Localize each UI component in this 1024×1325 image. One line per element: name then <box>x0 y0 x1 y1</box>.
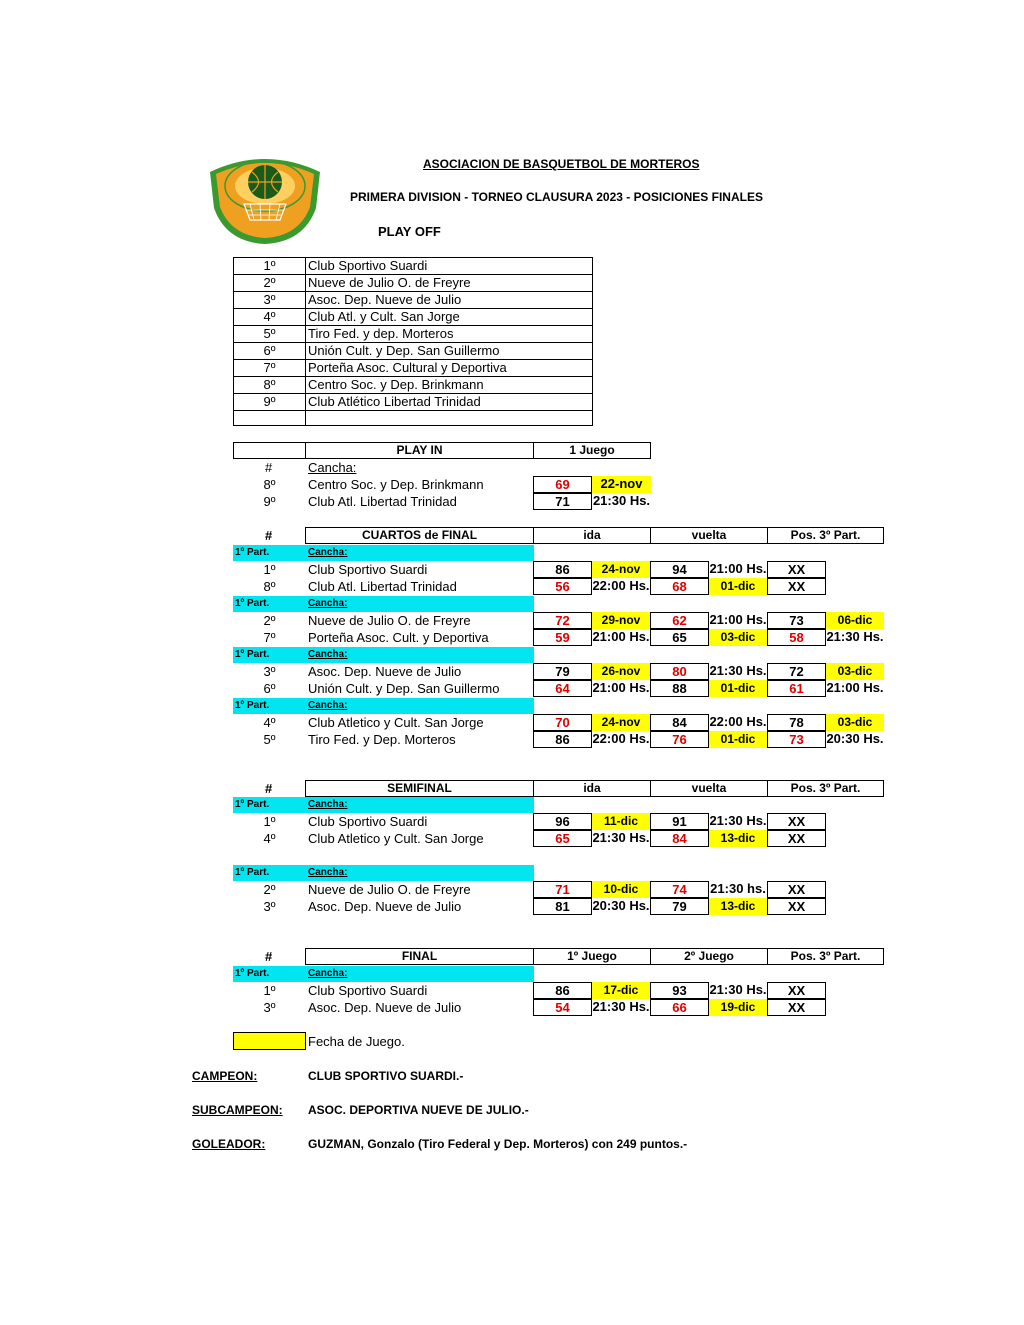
playin-club: Centro Soc. y Dep. Brinkmann <box>308 477 484 492</box>
final-header: FINAL <box>305 948 534 965</box>
part-label: 1º Part. <box>235 968 270 979</box>
match-detail: 21:30 Hs. <box>709 982 767 997</box>
match-score: 76 <box>650 731 709 748</box>
legend-label: Fecha de Juego. <box>308 1034 405 1049</box>
standings-position: 4º <box>263 309 276 324</box>
match-score: XX <box>767 898 826 915</box>
match-detail: 21:00 Hs. <box>709 561 767 576</box>
match-score: 96 <box>533 813 592 830</box>
semifinal-pos3-header: Pos. 3º Part. <box>767 780 884 797</box>
match-score: 78 <box>767 714 826 731</box>
playin-position: 8º <box>263 477 276 492</box>
match-detail: 10-dic <box>592 881 650 898</box>
match-score: 80 <box>650 663 709 680</box>
standings-club: Club Atl. y Cult. San Jorge <box>308 309 460 324</box>
match-score: 72 <box>533 612 592 629</box>
part-label: 1º Part. <box>235 700 270 711</box>
match-score: 64 <box>533 680 592 697</box>
standings-position: 3º <box>263 292 276 307</box>
playin-score: 71 <box>533 493 592 510</box>
match-score: XX <box>767 578 826 595</box>
match-score: 79 <box>533 663 592 680</box>
playin-detail: 21:30 Hs. <box>592 493 651 508</box>
association-logo <box>204 150 326 246</box>
match-score: XX <box>767 999 826 1016</box>
standings-club: Nueve de Julio O. de Freyre <box>308 275 471 290</box>
semifinal-ida-header: ida <box>533 780 651 797</box>
match-score: 65 <box>533 830 592 847</box>
match-club: Club Atletico y Cult. San Jorge <box>308 831 484 846</box>
match-detail: 11-dic <box>592 813 650 830</box>
cuartos-hash: # <box>265 528 273 543</box>
match-detail: 01-dic <box>709 578 767 595</box>
match-score: 93 <box>650 982 709 999</box>
cancha-label: Cancha: <box>308 968 348 979</box>
match-detail: 22:00 Hs. <box>592 731 650 746</box>
match-detail: 21:30 Hs. <box>709 663 767 678</box>
match-score: 84 <box>650 830 709 847</box>
match-score: 66 <box>650 999 709 1016</box>
playin-position: 9º <box>263 494 276 509</box>
match-club: Porteña Asoc. Cult. y Deportiva <box>308 630 489 645</box>
match-position: 3º <box>263 1000 276 1015</box>
standings-position: 7º <box>263 360 276 375</box>
match-detail: 20:30 Hs. <box>826 731 884 746</box>
match-score: 86 <box>533 561 592 578</box>
match-position: 2º <box>263 613 276 628</box>
association-title: ASOCIACION DE BASQUETBOL DE MORTEROS <box>423 157 700 171</box>
match-position: 4º <box>263 715 276 730</box>
match-detail: 24-nov <box>592 561 650 578</box>
match-detail: 03-dic <box>826 663 884 680</box>
standings-position: 2º <box>263 275 276 290</box>
match-detail: 19-dic <box>709 999 767 1016</box>
match-score: 70 <box>533 714 592 731</box>
match-score: XX <box>767 982 826 999</box>
match-position: 5º <box>263 732 276 747</box>
match-position: 1º <box>263 562 276 577</box>
match-score: 81 <box>533 898 592 915</box>
cuartos-header: CUARTOS de FINAL <box>305 527 534 544</box>
standings-club: Club Sportivo Suardi <box>308 258 428 273</box>
cancha-label: Cancha: <box>308 700 348 711</box>
match-score: 91 <box>650 813 709 830</box>
campeon-value: CLUB SPORTIVO SUARDI.- <box>308 1069 464 1083</box>
part-bar <box>233 797 534 813</box>
final-game2-header: 2º Juego <box>650 948 768 965</box>
part-bar <box>233 865 534 881</box>
standings-club: Tiro Fed. y dep. Morteros <box>308 326 454 341</box>
playin-club: Club Atl. Libertad Trinidad <box>308 494 457 509</box>
playin-cancha: Cancha: <box>308 460 357 475</box>
match-club: Club Sportivo Suardi <box>308 983 428 998</box>
match-score: 73 <box>767 731 826 748</box>
match-detail: 21:00 Hs. <box>826 680 884 695</box>
playin-col-header: 1 Juego <box>533 442 651 459</box>
match-score: 79 <box>650 898 709 915</box>
part-label: 1º Part. <box>235 867 270 878</box>
match-detail: 01-dic <box>709 731 767 748</box>
match-score: XX <box>767 881 826 898</box>
match-club: Unión Cult. y Dep. San Guillermo <box>308 681 500 696</box>
part-bar <box>233 966 534 982</box>
standings-position: 1º <box>263 258 276 273</box>
match-club: Club Atl. Libertad Trinidad <box>308 579 457 594</box>
match-detail: 01-dic <box>709 680 767 697</box>
part-label: 1º Part. <box>235 598 270 609</box>
match-position: 7º <box>263 630 276 645</box>
match-score: 71 <box>533 881 592 898</box>
part-bar <box>233 596 534 612</box>
match-detail: 21:00 Hs. <box>592 680 650 695</box>
match-score: 58 <box>767 629 826 646</box>
match-detail: 13-dic <box>709 830 767 847</box>
match-detail: 21:00 Hs. <box>709 612 767 627</box>
final-pos3-header: Pos. 3º Part. <box>767 948 884 965</box>
cancha-label: Cancha: <box>308 547 348 558</box>
standings-club: Porteña Asoc. Cultural y Deportiva <box>308 360 507 375</box>
match-detail: 24-nov <box>592 714 650 731</box>
match-position: 1º <box>263 983 276 998</box>
match-detail: 22:00 Hs. <box>592 578 650 593</box>
final-game1-header: 1º Juego <box>533 948 651 965</box>
cancha-label: Cancha: <box>308 867 348 878</box>
standings-club: Centro Soc. y Dep. Brinkmann <box>308 377 484 392</box>
match-club: Asoc. Dep. Nueve de Julio <box>308 899 462 914</box>
match-score: XX <box>767 830 826 847</box>
match-score: 86 <box>533 731 592 748</box>
playoff-title: PLAY OFF <box>378 224 441 239</box>
match-club: Asoc. Dep. Nueve de Julio <box>308 664 462 679</box>
match-detail: 21:30 Hs. <box>826 629 884 644</box>
match-detail: 03-dic <box>709 629 767 646</box>
playin-score: 69 <box>533 476 592 493</box>
match-position: 3º <box>263 664 276 679</box>
match-score: 74 <box>650 881 709 898</box>
cancha-label: Cancha: <box>308 649 348 660</box>
cuartos-pos3-header: Pos. 3º Part. <box>767 527 884 544</box>
semifinal-hash: # <box>265 781 273 796</box>
match-detail: 21:30 Hs. <box>709 813 767 828</box>
match-score: 72 <box>767 663 826 680</box>
match-club: Tiro Fed. y Dep. Morteros <box>308 732 456 747</box>
match-position: 1º <box>263 814 276 829</box>
standings-position: 9º <box>263 394 276 409</box>
match-detail: 17-dic <box>592 982 650 999</box>
match-club: Nueve de Julio O. de Freyre <box>308 613 471 628</box>
legend-swatch <box>233 1032 306 1050</box>
match-score: 73 <box>767 612 826 629</box>
final-hash: # <box>265 949 273 964</box>
playin-blank-header <box>233 442 306 459</box>
playin-hash: # <box>265 460 273 475</box>
match-score: 94 <box>650 561 709 578</box>
match-position: 8º <box>263 579 276 594</box>
match-club: Club Sportivo Suardi <box>308 814 428 829</box>
cuartos-ida-header: ida <box>533 527 651 544</box>
match-detail: 22:00 Hs. <box>709 714 767 729</box>
part-label: 1º Part. <box>235 799 270 810</box>
match-score: 61 <box>767 680 826 697</box>
standings-club: Club Atlético Libertad Trinidad <box>308 394 481 409</box>
semifinal-header: SEMIFINAL <box>305 780 534 797</box>
part-bar <box>233 647 534 663</box>
match-score: 88 <box>650 680 709 697</box>
match-score: 59 <box>533 629 592 646</box>
cancha-label: Cancha: <box>308 799 348 810</box>
match-score: XX <box>767 813 826 830</box>
division-title: PRIMERA DIVISION - TORNEO CLAUSURA 2023 - POSICIONES FINALES <box>350 190 763 204</box>
match-detail: 21:30 Hs. <box>592 999 650 1014</box>
match-detail: 29-nov <box>592 612 650 629</box>
part-bar <box>233 698 534 714</box>
match-score: 86 <box>533 982 592 999</box>
cuartos-vuelta-header: vuelta <box>650 527 768 544</box>
match-detail: 03-dic <box>826 714 884 731</box>
standings-row-divider <box>233 410 593 411</box>
playin-header: PLAY IN <box>305 442 534 459</box>
match-position: 2º <box>263 882 276 897</box>
match-club: Nueve de Julio O. de Freyre <box>308 882 471 897</box>
match-score: XX <box>767 561 826 578</box>
standings-club: Unión Cult. y Dep. San Guillermo <box>308 343 500 358</box>
match-position: 4º <box>263 831 276 846</box>
standings-club: Asoc. Dep. Nueve de Julio <box>308 292 462 307</box>
match-score: 56 <box>533 578 592 595</box>
match-detail: 13-dic <box>709 898 767 915</box>
match-score: 54 <box>533 999 592 1016</box>
match-detail: 21:30 Hs. <box>592 830 650 845</box>
match-club: Club Sportivo Suardi <box>308 562 428 577</box>
match-score: 68 <box>650 578 709 595</box>
match-score: 62 <box>650 612 709 629</box>
match-club: Asoc. Dep. Nueve de Julio <box>308 1000 462 1015</box>
subcampeon-label: SUBCAMPEON: <box>192 1103 283 1117</box>
part-label: 1º Part. <box>235 547 270 558</box>
standings-position: 8º <box>263 377 276 392</box>
match-club: Club Atletico y Cult. San Jorge <box>308 715 484 730</box>
match-detail: 21:30 hs. <box>710 881 766 896</box>
match-detail: 21:00 Hs. <box>592 629 650 644</box>
goleador-label: GOLEADOR: <box>192 1137 266 1151</box>
standings-position: 6º <box>263 343 276 358</box>
match-detail: 20:30 Hs. <box>592 898 650 913</box>
part-label: 1º Part. <box>235 649 270 660</box>
cancha-label: Cancha: <box>308 598 348 609</box>
match-position: 6º <box>263 681 276 696</box>
match-position: 3º <box>263 899 276 914</box>
campeon-label: CAMPEON: <box>192 1069 258 1083</box>
match-detail: 26-nov <box>592 663 650 680</box>
standings-position: 5º <box>263 326 276 341</box>
goleador-value: GUZMAN, Gonzalo (Tiro Federal y Dep. Morteros) con 249 puntos.- <box>308 1137 688 1151</box>
semifinal-vuelta-header: vuelta <box>650 780 768 797</box>
match-score: 65 <box>650 629 709 646</box>
match-score: 84 <box>650 714 709 731</box>
playin-detail: 22-nov <box>592 476 651 493</box>
subcampeon-value: ASOC. DEPORTIVA NUEVE DE JULIO.- <box>308 1103 529 1117</box>
match-detail: 06-dic <box>826 612 884 629</box>
part-bar <box>233 545 534 561</box>
